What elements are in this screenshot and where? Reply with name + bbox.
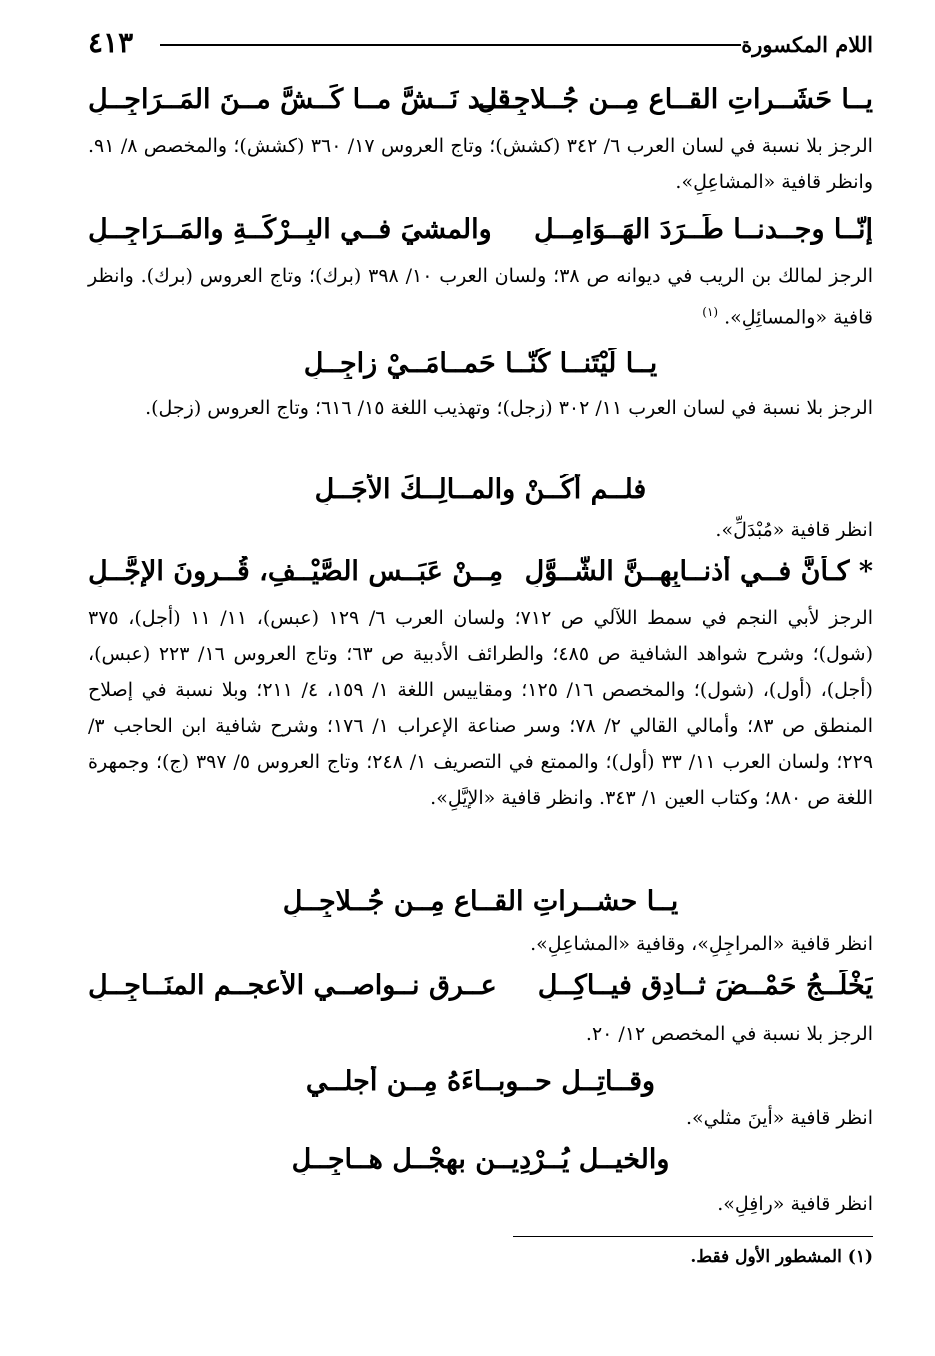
verse-note: انظر قافية «مُبْدَلِّ». [715,519,873,541]
footnote: (١) المشطور الأول فقط. [690,1247,873,1267]
header-rule [160,44,741,46]
verse-hemistich-second: قــد نَــشَّ مــا كَــشَّ مــنَ المَــرَاجِــلِ [88,84,511,115]
page-header [88,24,873,64]
footnote-rule [513,1236,873,1237]
verse-note: انظر قافية «المراجِلِ»، وقافية «المشاعِلِ». [530,933,873,955]
verse-note: انظر قافية «رافِلِ». [717,1193,873,1215]
verse-note: الرجز لأبي النجم في سمط اللآلي ص ٧١٢؛ ولسان العرب ٦/ ١٢٩ (عبس)، ١١/ ١١ (أجل)، ٣٧٥ (شول)؛ وشرح شواهد الشافية ص ٤٨٥؛ والطرائف الأدبية ص ٦٣؛ وتاج العروس ١٦/ ٢٢٣ (عبس)، (أجل)، (أول)، (شول)؛ والمخصص ١٦/ ١٢٥؛ ومقاييس اللغة ١/ ١٥٩، ٤/ ٢١١؛ وبلا نسبة في إصلاح المنطق ص ٨٣؛ وأمالي القالي ٢/ ٧٨؛ وسر صناعة الإعراب ١/ ١٧٦؛ وشرح شافية ابن الحاجب ٣/ ٢٢٩؛ ولسان العرب ١١/ ٣٣ (أول)؛ والممتع في التصريف ١/ ٢٤٨؛ وتاج العروس ٥/ ٣٩٧ (ج)؛ وجمهرة اللغة ص ٨٨٠؛ وكتاب العين ١/ ٣٤٣. وانظر قافية «الإيَّلِ». [88,607,874,809]
verse-line: يــا حشــراتِ القــاعِ مِــن جُــلاجِــلِ [282,886,679,917]
verse-hemistich-second: والمشيَ فــي البِــرْكَــةِ والمَــرَاجِــلِ [88,214,492,245]
verse-note: الرجز بلا نسبة في لسان العرب ٦/ ٣٤٢ (كشش)؛ وتاج العروس ١٧/ ٣٦٠ (كشش)؛ والمخصص ٨/ ٩١. وانظر قافية «المشاعِلِ». [88,135,873,193]
running-title: اللام المكسورة [741,32,873,57]
verse-note [88,258,873,335]
verse-note: انظر قافية «أينَ مثلي». [686,1107,873,1129]
page-number: ٤١٣ [88,26,134,59]
verse-hemistich-first: إنّــا وجــدنــا طَــرَدَ الهَــوَامِــلِ [534,214,873,245]
verse-line: والخيــل يُــرْدِيــن بهجْــل هــاجِــلِ [291,1144,670,1175]
verse-note-text: الرجز لمالك بن الريب في ديوانه ص ٣٨؛ ولسان العرب ١٠/ ٣٩٨ (برك)؛ وتاج العروس (برك). وانظر قافية «والمسائِلِ». [88,265,873,329]
verse-note: الرجز بلا نسبة في لسان العرب ١١/ ٣٠٢ (زجل)؛ وتهذيب اللغة ١٥/ ٦١٦؛ وتاج العروس (زجل). [145,397,873,419]
verse-hemistich-second: مِــنْ عَبَــسِ الصَّيْــفِ، قُــرونَ الإجَّــلِ [88,556,504,587]
verse-hemistich-first: يَخْلَــجُ حَمْــضَ ثــادِقٍ فيــاكِــلِ [537,970,873,1001]
footnote-ref: (١) [702,305,719,319]
verse-line: وقــاتِــل حــوبــاءَهُ مِــن أجلــي [305,1066,656,1097]
verse-hemistich-first: يــا حَشَــراتِ القــاعِ مِــن جُــلاجِــلِ [477,84,873,115]
verse-note: الرجز بلا نسبة في المخصص ١٢/ ٢٠. [585,1023,873,1045]
verse-line: يــا لَيْتَنــا كُنّــا حَمــامَــيْ زاجِــلِ [303,348,658,379]
verse-hemistich-second: عــرق نــواصــي الأعجــمِ المنَــاجِــلِ [88,970,497,1001]
verse-line: فلــم أكُــنْ والمــالِــكَ الأجَــلِ [314,474,647,505]
verse-hemistich-first: * كـأنَّ فــي أذنــابِهِــنَّ الشُّــوَّلِ [524,556,873,587]
